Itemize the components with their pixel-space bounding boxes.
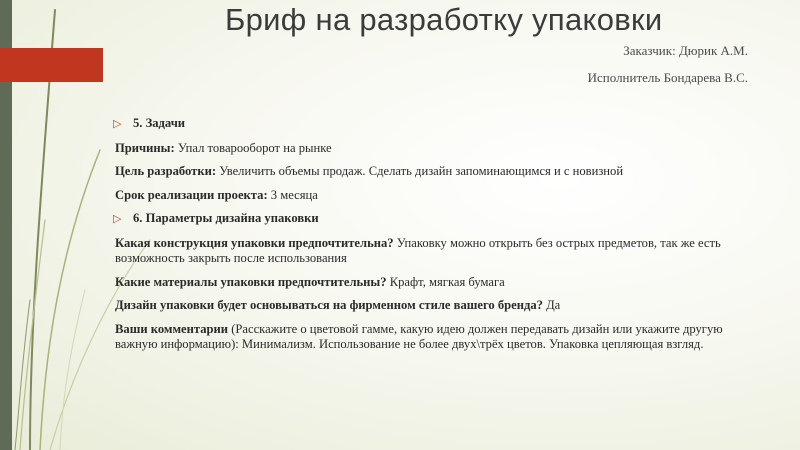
field-value: Упал товарооборот на рынке — [174, 140, 332, 155]
goal-line — [115, 164, 755, 180]
field-value: Крафт, мягкая бумага — [386, 274, 505, 289]
red-accent-banner — [0, 48, 103, 82]
field-value: Да — [542, 298, 561, 312]
field-value: 3 месяца — [267, 187, 318, 202]
content-body — [115, 116, 755, 361]
slide-title: Бриф на разработку упаковки — [225, 2, 663, 37]
section-title: 5. Задачи — [133, 116, 186, 130]
field-label: Какая конструкция упаковки предпочтительна? — [115, 235, 394, 250]
field-label: Срок реализации проекта: — [115, 187, 268, 202]
field-label: Цель разработки: — [115, 164, 217, 178]
reasons-line — [115, 141, 755, 157]
construction-line — [115, 236, 755, 267]
field-label: Причины: — [115, 140, 175, 155]
brand-style-line — [115, 298, 755, 314]
field-value: Увеличить объемы продаж. Сделать дизайн запоминающимся и с новизной — [216, 164, 624, 178]
materials-line — [115, 275, 755, 291]
comments-line — [115, 322, 755, 353]
bullet-arrow-icon: ▷ — [113, 118, 122, 130]
field-label: Какие материалы упаковки предпочтительны? — [115, 274, 387, 289]
grass-line-6 — [60, 290, 85, 450]
section-heading-tasks — [113, 116, 755, 133]
field-label: Ваши комментарии — [115, 321, 229, 336]
field-label: Дизайн упаковки будет основываться на фирменном стиле вашего бренда? — [115, 298, 543, 312]
customer-label: Заказчик: Дюрик А.М. — [623, 43, 748, 58]
bullet-arrow-icon: ▷ — [113, 213, 122, 225]
field-value: Упаковку можно открыть без острых предметов, так же есть возможность закрыть после использования — [115, 235, 721, 265]
section-heading-params — [113, 211, 755, 228]
executor-label: Исполнитель Бондарева В.С. — [587, 70, 748, 85]
field-value: (Расскажите о цветовой гамме, какую идею должен передавать дизайн или укажите другую важную информацию): Минимализм. Использование не более двух\трёх цветов. Упаковка цепляющая взгляд. — [115, 321, 723, 351]
deadline-line — [115, 188, 755, 204]
grass-line-5 — [15, 300, 30, 450]
section-title: 6. Параметры дизайна упаковки — [133, 211, 319, 225]
grass-line-2 — [40, 150, 100, 450]
